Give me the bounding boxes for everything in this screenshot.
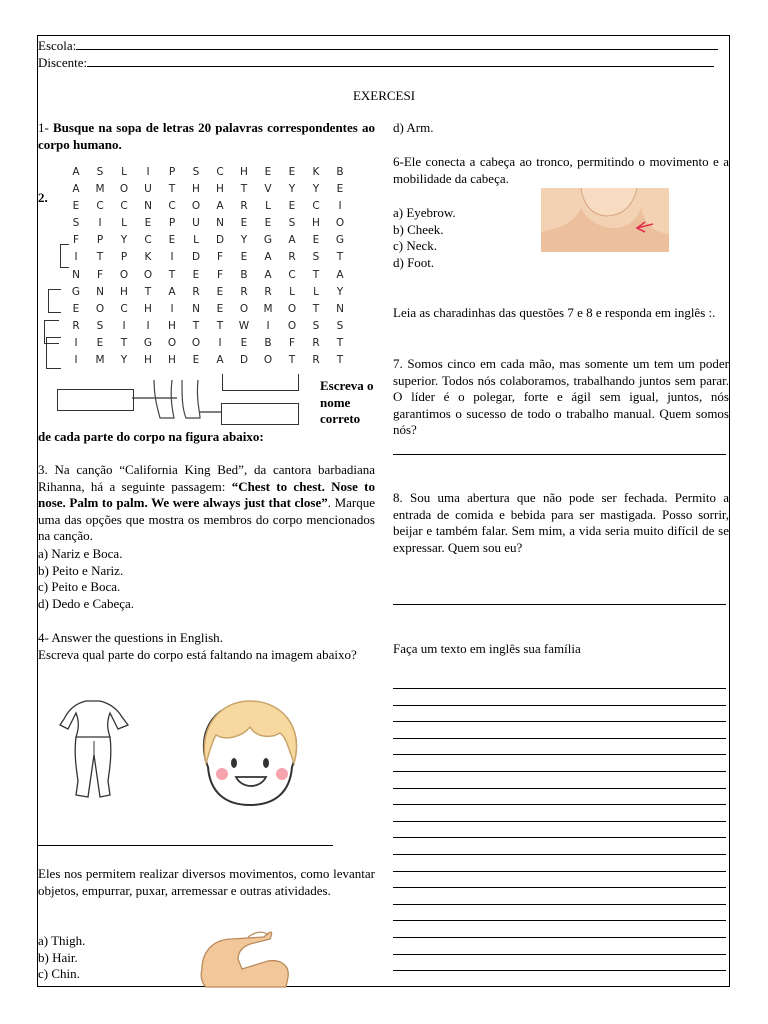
body-figure-legs [132,378,222,423]
word-search-letter[interactable]: T [336,336,344,349]
word-search-letter[interactable]: H [168,354,176,367]
word-search-letter[interactable]: E [96,336,104,349]
q4-line2: Escreva qual parte do corpo está faltando na imagem abaixo? [38,646,357,662]
word-search-row [68,337,348,354]
word-search-letter[interactable]: O [287,302,297,315]
q3-tail: . Marque uma das opções que mostra os membros do corpo mencionados na canção. [38,495,375,544]
word-search-letter[interactable]: E [264,217,272,230]
word-search-letter[interactable]: R [240,285,248,298]
q1-text: Busque na sopa de letras 20 palavras correspondentes ao corpo humano. [38,120,375,152]
school-blank[interactable] [76,37,718,50]
q3-option-a[interactable]: a) Nariz e Boca. [38,546,123,561]
word-search-letter[interactable]: S [96,166,104,178]
q7-text: 7. Somos cinco em cada mão, mas somente um tem um poder superior. Todos nós colaboramos, trabalhando juntos sem parar. O líder é o polegar, forte e ágil sem igual, juntos, nós garantimos o sucesso de todo o trabalho manual. Quem somos nós? [393,356,729,438]
word-search-letter[interactable]: F [288,336,296,349]
word-search-letter[interactable]: H [168,319,176,332]
essay-line[interactable] [393,970,726,971]
neck-image [541,188,669,252]
flexed-arm-image [198,929,302,993]
essay-line[interactable] [393,771,726,772]
q3-option-d[interactable]: d) Dedo e Cabeça. [38,595,135,611]
q1-prompt [38,120,375,153]
word-search-letter[interactable]: I [146,319,150,332]
school-label: Escola: [38,38,77,53]
word-search-letter[interactable]: F [216,251,224,264]
word-search-row [68,286,348,303]
word-search-letter[interactable]: O [119,183,129,196]
essay-line[interactable] [393,788,726,789]
word-search-letter[interactable]: A [216,200,224,213]
essay-line[interactable] [393,738,726,739]
student-blank[interactable] [87,54,714,67]
word-search-letter[interactable]: A [72,166,80,178]
word-search-letter[interactable]: R [312,354,320,367]
word-search-letter[interactable]: T [168,268,176,281]
q6-option-c[interactable]: c) Neck. [393,238,438,254]
q8-text: 8. Sou uma abertura que não pode ser fechada. Permito a entrada de comida e bebida para ser mastigada. Posso sorrir, beijar e também falar. Sem mim, a vida seria muito difícil de se expressar. Quem sou eu? [393,490,729,555]
label-bracket [48,289,61,313]
word-search-letter[interactable]: I [122,319,126,332]
q3-intro: 3. Na canção “California King Bed”, da cantora barbadiana Rihanna, há a seguinte passagem: [38,462,375,494]
body-label-box[interactable] [57,389,134,411]
q2-number: 2. [38,190,48,205]
word-search-letter[interactable]: I [74,354,78,367]
word-search-letter[interactable]: M [95,354,105,367]
word-search-letter[interactable]: P [120,251,128,264]
q4-line1: 4- Answer the questions in English. [38,630,223,645]
word-search-letter[interactable]: E [288,200,296,213]
essay-line[interactable] [393,937,726,938]
q2-text-part2: de cada parte do corpo na figura abaixo: [38,429,264,444]
word-search-letter[interactable]: C [288,268,296,281]
word-search-letter[interactable]: E [240,251,248,264]
word-search-letter[interactable]: C [168,200,176,213]
word-search-letter[interactable]: R [288,251,296,264]
q3-quote: “Chest to chest. Nose to nose. Palm to palm. We were always just that close” [38,478,376,511]
word-search-letter[interactable]: S [336,319,344,332]
word-search-letter[interactable]: F [72,234,80,247]
essay-line[interactable] [393,887,726,888]
headless-body-image [58,697,133,802]
q4-prompt [38,630,375,663]
essay-line[interactable] [393,954,726,955]
word-search-letter[interactable]: E [336,183,344,196]
essay-line[interactable] [393,688,726,689]
word-search-letter[interactable]: H [240,166,248,178]
word-search-letter[interactable]: O [119,268,129,281]
word-search-letter[interactable]: C [120,200,128,213]
word-search-letter[interactable]: E [144,217,152,230]
word-search-letter[interactable]: O [287,319,297,332]
word-search-letter[interactable]: C [120,302,128,315]
q3-option-c[interactable]: c) Peito e Boca. [38,579,121,595]
word-search-row [68,354,348,371]
word-search-letter[interactable]: U [144,183,152,196]
word-search-letter[interactable]: A [216,354,224,367]
word-search-letter[interactable]: H [120,285,128,298]
word-search-letter[interactable]: E [216,302,224,315]
word-search-letter[interactable]: T [312,268,320,281]
word-search-letter[interactable]: I [170,251,174,264]
word-search-letter[interactable]: G [143,336,153,349]
word-search-letter[interactable]: L [289,285,295,298]
word-search-letter[interactable]: N [336,302,344,315]
word-search-letter[interactable]: L [121,166,127,178]
word-search-row [68,234,348,251]
word-search-letter[interactable]: T [216,319,224,332]
word-search-letter[interactable]: A [336,268,344,281]
q2-text-part1: Escreva o nome correto [320,378,374,427]
page-title: EXERCESI [352,88,416,103]
word-search-letter[interactable]: F [96,268,104,281]
word-search-letter[interactable]: M [95,183,105,196]
word-search-letter[interactable]: A [168,285,176,298]
word-search-letter[interactable]: E [312,234,320,247]
word-search-row [68,183,348,200]
word-search-letter[interactable]: I [74,336,78,349]
student-field[interactable] [38,54,714,71]
word-search-letter[interactable]: A [264,268,272,281]
q6-option-b[interactable]: b) Cheek. [393,221,444,237]
q1-number: 1- [38,120,49,135]
word-search-letter[interactable]: L [121,217,127,230]
word-search-letter[interactable]: S [312,251,320,264]
q6-text: 6-Ele conecta a cabeça ao tronco, permitindo o movimento e a mobilidade da cabeça. [393,154,729,186]
q5-option-b[interactable]: b) Hair. [38,949,78,965]
word-search-letter[interactable]: B [240,268,248,281]
word-search-letter[interactable]: Y [120,234,128,247]
word-search-letter[interactable]: K [144,251,152,264]
word-search-letter[interactable]: N [192,302,200,315]
q6-option-d[interactable]: d) Foot. [393,254,435,270]
essay-prompt: Faça um texto em inglês sua família [393,641,581,656]
word-search-letter[interactable]: M [263,302,273,315]
word-search-letter[interactable]: C [312,200,320,213]
word-search-letter[interactable]: G [263,234,273,247]
face-no-nose-image [190,697,310,809]
essay-line[interactable] [393,854,726,855]
word-search-letter[interactable]: D [239,354,249,367]
word-search-letter[interactable]: O [263,354,273,367]
word-search-letter[interactable]: T [96,251,104,264]
word-search-letter[interactable]: S [288,217,296,230]
word-search-letter[interactable]: R [240,200,248,213]
word-search-letter[interactable]: G [71,285,81,298]
word-search-letter[interactable]: O [143,268,153,281]
word-search-letter[interactable]: B [336,166,344,178]
word-search-row [68,320,348,337]
word-search-letter[interactable]: A [288,234,296,247]
q6-options [393,205,533,271]
word-search-letter[interactable]: T [312,302,320,315]
word-search-row [68,200,348,217]
body-label-box[interactable] [221,403,299,425]
essay-line[interactable] [393,705,726,706]
word-search-letter[interactable]: O [95,302,105,315]
word-search-letter[interactable]: U [192,217,200,230]
word-search-row [68,166,348,183]
body-label-box[interactable] [222,374,299,391]
q3-option-b[interactable]: b) Peito e Nariz. [38,562,124,578]
word-search-letter[interactable]: O [239,302,249,315]
label-bracket [46,337,61,369]
word-search-letter[interactable]: N [96,285,104,298]
word-search-letter[interactable]: E [216,285,224,298]
word-search-letter[interactable]: Y [240,234,248,247]
word-search-letter[interactable]: O [191,336,201,349]
word-search-letter[interactable]: T [240,183,248,196]
word-search-row [68,217,348,234]
word-search-letter[interactable]: T [336,251,344,264]
word-search-letter[interactable]: C [144,234,152,247]
word-search-letter[interactable]: T [288,354,296,367]
word-search-letter[interactable]: H [144,302,152,315]
word-search-letter[interactable]: P [168,217,176,230]
word-search-letter[interactable]: H [144,354,152,367]
word-search-letter[interactable]: E [264,166,272,178]
word-search-letter[interactable]: L [193,234,199,247]
school-field[interactable] [38,37,718,54]
word-search-row [68,269,348,286]
word-search-letter[interactable]: E [240,217,248,230]
q8-answer-line[interactable] [393,604,726,605]
q5-option-a[interactable]: a) Thigh. [38,933,86,948]
word-search-letter[interactable]: E [168,234,176,247]
word-search-letter[interactable]: Y [312,183,320,196]
word-search-letter[interactable]: O [335,217,345,230]
word-search-letter[interactable]: H [312,217,320,230]
word-search-letter[interactable]: T [168,183,176,196]
word-search-row [68,251,348,268]
word-search-letter[interactable]: A [72,183,80,196]
word-search-letter[interactable]: Y [120,354,128,367]
word-search-letter[interactable]: A [264,251,272,264]
word-search-letter[interactable]: V [264,183,272,196]
word-search-letter[interactable]: Y [288,183,296,196]
word-search-letter[interactable]: T [144,285,152,298]
word-search-letter[interactable]: L [313,285,319,298]
word-search-letter[interactable]: E [288,166,296,178]
word-search-letter[interactable]: I [98,217,102,230]
word-search-letter[interactable]: L [265,200,271,213]
word-search-letter[interactable]: G [335,234,345,247]
essay-line[interactable] [393,754,726,755]
word-search-letter[interactable]: R [312,336,320,349]
word-search-letter[interactable]: Y [336,285,344,298]
q5-text: Eles nos permitem realizar diversos movimentos, como levantar objetos, empurrar, puxar, arremessar e outras atividades. [38,866,375,898]
word-search-letter[interactable]: I [170,302,174,315]
word-search-letter[interactable]: D [215,234,225,247]
word-search-letter[interactable]: C [216,166,224,178]
word-search-letter[interactable]: K [312,166,320,178]
essay-line[interactable] [393,871,726,872]
word-search-letter[interactable]: I [146,166,150,178]
word-search-letter[interactable]: T [336,354,344,367]
essay-line[interactable] [393,920,726,921]
word-search-grid [68,166,348,371]
word-search-letter[interactable]: R [72,319,80,332]
word-search-letter[interactable]: I [338,200,342,213]
word-search-letter[interactable]: I [266,319,270,332]
word-search-letter[interactable]: R [192,285,200,298]
word-search-letter[interactable]: W [238,319,250,332]
word-search-letter[interactable]: R [264,285,272,298]
riddle-intro: Leia as charadinhas das questões 7 e 8 e responda em inglês :. [393,305,716,320]
word-search-letter[interactable]: E [72,302,80,315]
label-bracket [60,244,69,268]
essay-line[interactable] [393,837,726,838]
word-search-letter[interactable]: B [264,336,272,349]
q3-prompt [38,462,375,545]
word-search-letter[interactable]: S [312,319,320,332]
word-search-letter[interactable]: P [96,234,104,247]
word-search-letter[interactable]: T [192,319,200,332]
q3-options [38,546,375,612]
word-search-letter[interactable]: H [192,183,200,196]
word-search-row [68,303,348,320]
word-search-letter[interactable]: P [168,166,176,178]
word-search-letter[interactable]: E [192,354,200,367]
word-search-letter[interactable]: D [191,251,201,264]
essay-line[interactable] [393,904,726,905]
q6-option-a[interactable]: a) Eyebrow. [393,205,456,220]
essay-line[interactable] [393,821,726,822]
word-search-letter[interactable]: O [167,336,177,349]
word-search-letter[interactable]: E [240,336,248,349]
essay-line[interactable] [393,721,726,722]
word-search-letter[interactable]: E [72,200,80,213]
q4-answer-line[interactable] [38,845,333,846]
q7-answer-line[interactable] [393,454,726,455]
word-search-letter[interactable]: N [216,217,224,230]
word-search-letter[interactable]: I [218,336,222,349]
q5-option-c[interactable]: c) Chin. [38,966,80,982]
word-search-letter[interactable]: T [120,336,128,349]
word-search-letter[interactable]: F [216,268,224,281]
word-search-letter[interactable]: S [96,319,104,332]
word-search-letter[interactable]: N [72,268,80,281]
word-search-letter[interactable]: E [192,268,200,281]
q5-options [38,933,188,983]
word-search-letter[interactable]: N [144,200,152,213]
word-search-letter[interactable]: C [96,200,104,213]
essay-line[interactable] [393,804,726,805]
student-label: Discente: [38,55,88,70]
word-search-letter[interactable]: H [216,183,224,196]
word-search-letter[interactable]: O [191,200,201,213]
word-search-letter[interactable]: S [192,166,200,178]
word-search-letter[interactable]: I [74,251,78,264]
word-search-letter[interactable]: S [72,217,80,230]
q5-option-d[interactable]: d) Arm. [393,120,434,135]
